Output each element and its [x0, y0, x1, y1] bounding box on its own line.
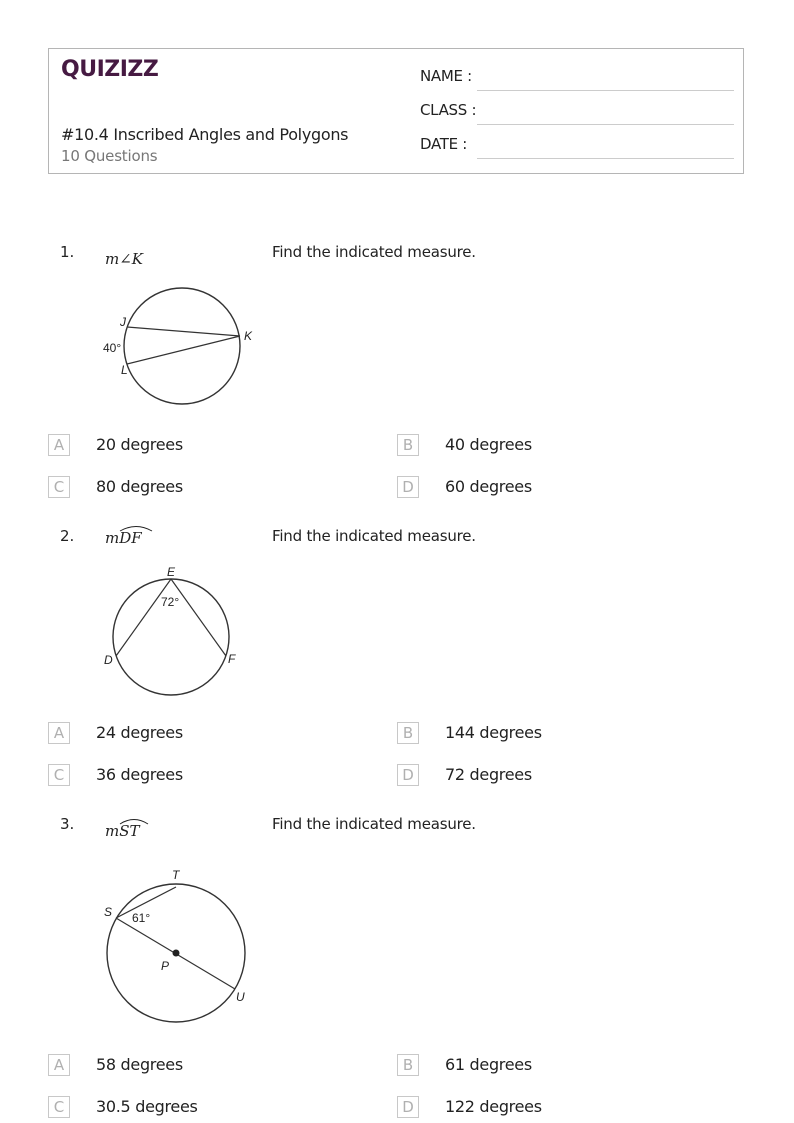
question-label: [105, 822, 140, 840]
question-prompt: Find the indicated measure.: [272, 243, 476, 261]
point-l-label: L: [121, 363, 128, 377]
point-t-label: T: [172, 868, 180, 882]
option-d-letter[interactable]: D: [397, 1096, 419, 1118]
option-b-letter[interactable]: B: [397, 1054, 419, 1076]
option-d-text[interactable]: 122 degrees: [445, 1097, 542, 1116]
option-c-letter[interactable]: C: [48, 764, 70, 786]
chord-ed: [116, 579, 171, 656]
worksheet-title: #10.4 Inscribed Angles and Polygons: [61, 125, 349, 144]
angle-measure-label: 72°: [161, 595, 180, 609]
class-field[interactable]: [420, 101, 734, 125]
label-prefix: m∠: [105, 250, 132, 268]
option-a-letter[interactable]: A: [48, 722, 70, 744]
name-line[interactable]: [477, 90, 734, 91]
chord-ef: [171, 579, 226, 656]
label-variable: K: [131, 250, 144, 268]
option-c-letter[interactable]: C: [48, 1096, 70, 1118]
date-label: DATE :: [420, 135, 468, 153]
question-number: 1.: [60, 243, 75, 261]
option-b-text[interactable]: 61 degrees: [445, 1055, 532, 1074]
quizizz-logo: QUIZIZZ: [61, 57, 159, 82]
option-a-text[interactable]: 24 degrees: [96, 723, 183, 742]
date-line[interactable]: [477, 158, 734, 159]
point-u-label: U: [236, 990, 245, 1004]
question-label: [105, 250, 143, 268]
name-label: NAME :: [420, 67, 472, 85]
point-p-label: P: [161, 959, 170, 973]
label-prefix: m: [105, 822, 120, 840]
circle: [124, 288, 240, 404]
option-c-text[interactable]: 30.5 degrees: [96, 1097, 198, 1116]
point-e-label: E: [167, 565, 176, 579]
question-2-figure: [95, 562, 255, 702]
question-prompt: Find the indicated measure.: [272, 527, 476, 545]
option-c-text[interactable]: 36 degrees: [96, 765, 183, 784]
point-j-label: J: [120, 315, 126, 329]
point-s-label: S: [104, 905, 113, 919]
option-d-letter[interactable]: D: [397, 476, 419, 498]
option-a-letter[interactable]: A: [48, 1054, 70, 1076]
worksheet-header: [48, 48, 744, 174]
option-b-letter[interactable]: B: [397, 434, 419, 456]
date-field[interactable]: [420, 135, 734, 159]
option-b-text[interactable]: 40 degrees: [445, 435, 532, 454]
chord-jk: [127, 327, 240, 336]
option-a-letter[interactable]: A: [48, 434, 70, 456]
label-prefix: m: [105, 529, 120, 547]
point-d-label: D: [104, 653, 113, 667]
question-3-figure: [95, 860, 265, 1030]
label-variable: ST: [119, 822, 140, 840]
point-f-label: F: [228, 652, 236, 666]
angle-measure-label: 61°: [132, 911, 151, 925]
option-d-text[interactable]: 60 degrees: [445, 477, 532, 496]
arc-symbol: [119, 817, 149, 825]
name-field[interactable]: [420, 67, 734, 91]
option-c-text[interactable]: 80 degrees: [96, 477, 183, 496]
option-d-letter[interactable]: D: [397, 764, 419, 786]
option-b-text[interactable]: 144 degrees: [445, 723, 542, 742]
chord-lk: [127, 336, 240, 364]
point-k-label: K: [244, 329, 253, 343]
question-number: 2.: [60, 527, 75, 545]
center-point: [173, 950, 180, 957]
question-count: 10 Questions: [61, 147, 158, 165]
option-b-letter[interactable]: B: [397, 722, 419, 744]
question-1-figure: [95, 280, 265, 410]
label-variable: DF: [119, 529, 142, 547]
arc-measure-label: 40°: [103, 341, 122, 355]
option-d-text[interactable]: 72 degrees: [445, 765, 532, 784]
arc-symbol: [119, 524, 153, 532]
question-number: 3.: [60, 815, 75, 833]
class-label: CLASS :: [420, 101, 477, 119]
question-label: [105, 529, 142, 547]
option-a-text[interactable]: 58 degrees: [96, 1055, 183, 1074]
question-prompt: Find the indicated measure.: [272, 815, 476, 833]
option-a-text[interactable]: 20 degrees: [96, 435, 183, 454]
option-c-letter[interactable]: C: [48, 476, 70, 498]
class-line[interactable]: [477, 124, 734, 125]
